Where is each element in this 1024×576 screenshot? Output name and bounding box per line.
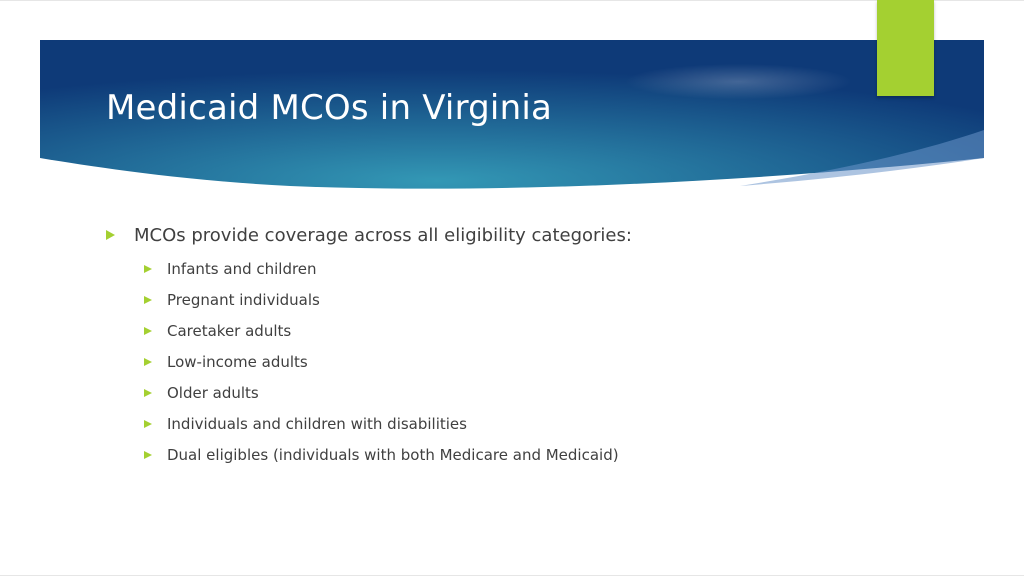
sub-bullet (144, 284, 986, 315)
sub-bullet (144, 377, 986, 408)
content-area (106, 222, 986, 470)
sub-bullet (144, 439, 986, 470)
sub-bullet-text: Pregnant individuals (167, 290, 320, 309)
sub-bullet-text: Infants and children (167, 259, 317, 278)
sub-bullet (144, 346, 986, 377)
bullet-arrow-icon (144, 358, 152, 366)
main-bullet (106, 222, 986, 248)
main-bullet-text: MCOs provide coverage across all eligibility categories: (134, 224, 632, 246)
sub-bullet-text: Dual eligibles (individuals with both Medicare and Medicaid) (167, 445, 619, 464)
top-divider (0, 0, 1024, 1)
sub-bullet (144, 408, 986, 439)
bullet-arrow-icon (144, 296, 152, 304)
bullet-arrow-icon (144, 420, 152, 428)
sub-bullet (144, 315, 986, 346)
accent-tab (877, 0, 934, 96)
bullet-arrow-icon (144, 327, 152, 335)
bullet-arrow-icon (144, 389, 152, 397)
sub-bullet (144, 253, 986, 284)
sub-bullet-text: Caretaker adults (167, 321, 292, 340)
bullet-arrow-icon (106, 230, 115, 240)
sub-bullet-list (106, 253, 986, 470)
sub-bullet-text: Older adults (167, 383, 259, 402)
sub-bullet-text: Low-income adults (167, 352, 308, 371)
bullet-arrow-icon (144, 265, 152, 273)
slide-title: Medicaid MCOs in Virginia (106, 88, 553, 128)
bullet-arrow-icon (144, 451, 152, 459)
sub-bullet-text: Individuals and children with disabilities (167, 414, 467, 433)
